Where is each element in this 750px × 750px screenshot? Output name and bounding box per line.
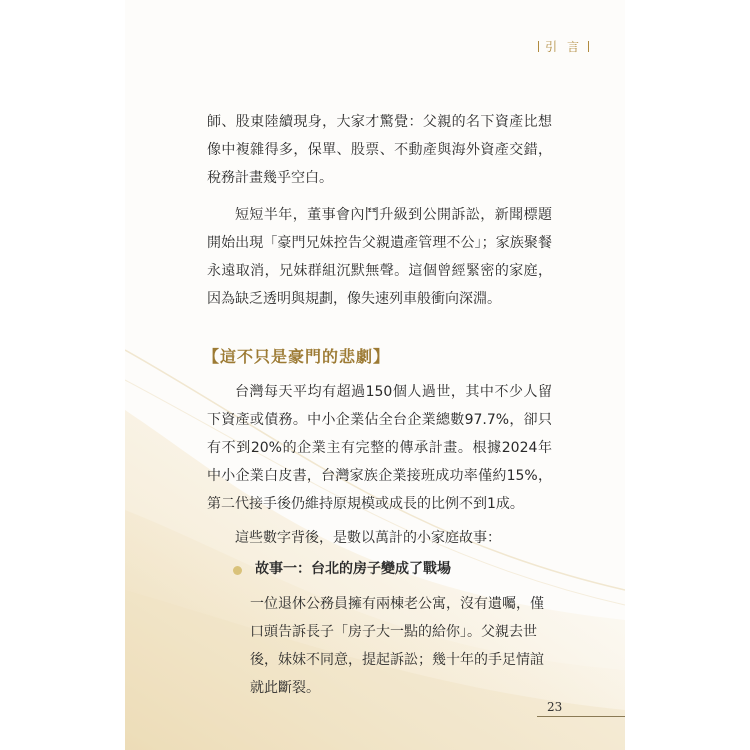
story-title-text: 故事一：台北的房子變成了戰場 xyxy=(255,561,451,577)
header-divider-right xyxy=(588,41,589,52)
story-body: 一位退休公務員擁有兩棟老公寓，沒有遺囑，僅口頭告訴長子「房子大一點的給你」。父親去世後，妹妹不同意，提起訴訟；幾十年的手足情誼就此斷裂。 xyxy=(250,596,544,696)
paragraph-4: 這些數字背後，是數以萬計的小家庭故事： xyxy=(235,530,501,546)
book-page xyxy=(125,0,625,750)
paragraph-1: 師、股東陸續現身，大家才驚覺：父親的名下資產比想像中複雜得多，保單、股票、不動產與海外資產交錯，稅務計畫幾乎空白。 xyxy=(207,114,552,186)
footer-rule xyxy=(537,716,625,717)
story-title xyxy=(233,558,451,578)
page-number: 23 xyxy=(547,700,563,714)
header-divider-left xyxy=(538,41,539,52)
paragraph-2: 短短半年，董事會內鬥升級到公開訴訟，新聞標題開始出現「豪門兄妹控告父親遺產管理不公」；家族聚餐永遠取消，兄妹群組沉默無聲。這個曾經緊密的家庭，因為缺乏透明與規劃，像失速列車般衝向深淵。 xyxy=(207,207,552,307)
paragraph-3: 台灣每天平均有超過150個人過世，其中不少人留下資產或債務。中小企業佔全台企業總數97.7%，卻只有不到20%的企業主有完整的傳承計畫。根據2024年中小企業白皮書，台灣家族企業接班成功率僅約15%，第二代接手後仍維持原規模或成長的比例不到1成。 xyxy=(207,384,552,512)
header-section-label: 引 言 xyxy=(545,40,582,54)
running-header xyxy=(532,38,595,55)
section-heading: 【這不只是豪門的悲劇】 xyxy=(203,347,391,366)
